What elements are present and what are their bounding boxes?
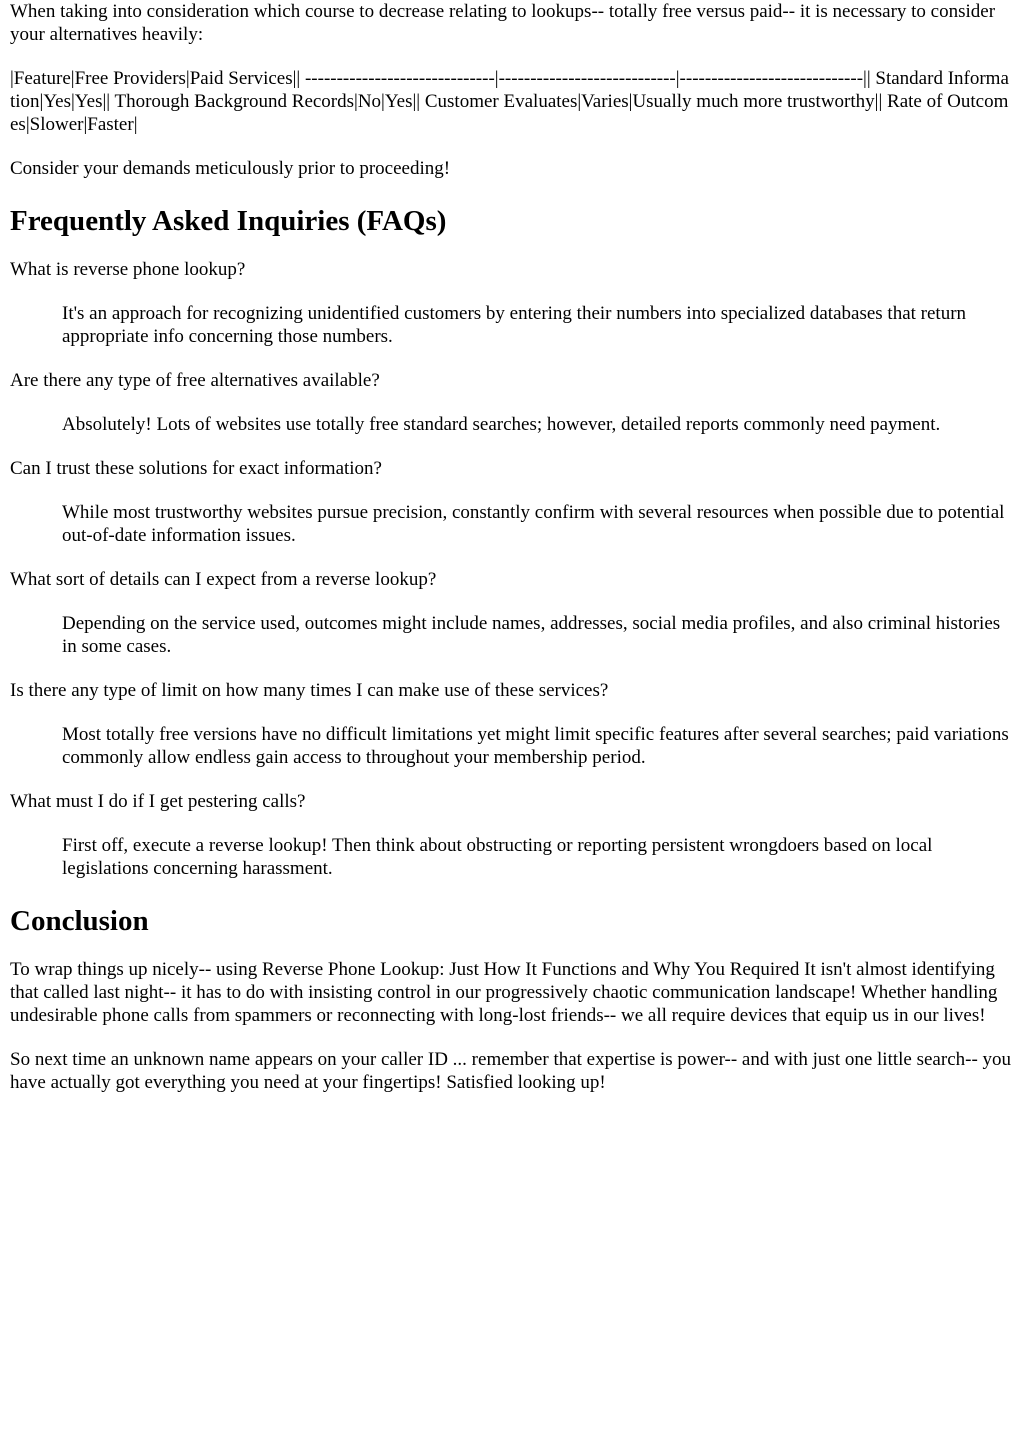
faq-question: Can I trust these solutions for exact information?	[10, 458, 382, 479]
intro-paragraph: When taking into consideration which course to decrease relating to lookups-- totally free versus paid-- it is necessary to consider your alternatives heavily:	[10, 1, 996, 45]
faq-heading: Frequently Asked Inquiries (FAQs)	[10, 205, 447, 237]
faq-question: What must I do if I get pestering calls?	[10, 791, 306, 812]
faq-question: Are there any type of free alternatives available?	[10, 370, 380, 391]
comparison-table-text: |Feature|Free Providers|Paid Services|| ------------------------------|----------------------------|-----------------------------|| Standard Information|Yes|Yes|| Thorough Background Records|No|Yes|| Customer Evaluates|Varies|Usually much more trustworthy|| Rate of Outcomes|Slower|Faster|	[10, 68, 1009, 135]
faq-answer: Depending on the service used, outcomes might include names, addresses, social media profiles, and also criminal histories in some cases.	[62, 613, 1001, 657]
faq-answer: Absolutely! Lots of websites use totally free standard searches; however, detailed reports commonly need payment.	[62, 414, 941, 435]
conclusion-paragraph-2: So next time an unknown name appears on your caller ID ... remember that expertise is power-- and with just one little search-- you have actually got everything you need at your fingertips! Satisfied looking up!	[10, 1049, 1012, 1093]
faq-answer: Most totally free versions have no difficult limitations yet might limit specific features after several searches; paid variations commonly allow endless gain access to throughout your membership period.	[62, 724, 1009, 768]
conclusion-paragraph-1: To wrap things up nicely-- using Reverse Phone Lookup: Just How It Functions and Why You Required It isn't almost identifying that called last night-- it has to do with insisting control in our progressively chaotic communication landscape! Whether handling undesirable phone calls from spammers or reconnecting with long-lost friends-- we all require devices that equip us in our lives!	[10, 959, 998, 1026]
faq-list	[10, 258, 1014, 880]
faq-answer: First off, execute a reverse lookup! Then think about obstructing or reporting persistent wrongdoers based on local legislations concerning harassment.	[62, 835, 933, 879]
faq-question: What sort of details can I expect from a reverse lookup?	[10, 569, 437, 590]
conclusion-heading: Conclusion	[10, 905, 149, 937]
faq-answer: While most trustworthy websites pursue precision, constantly confirm with several resources when possible due to potential out-of-date information issues.	[62, 502, 1005, 546]
consider-paragraph: Consider your demands meticulously prior to proceeding!	[10, 158, 451, 179]
faq-answer: It's an approach for recognizing unidentified customers by entering their numbers into specialized databases that return appropriate info concerning those numbers.	[62, 303, 967, 347]
faq-question: What is reverse phone lookup?	[10, 259, 246, 280]
faq-question: Is there any type of limit on how many times I can make use of these services?	[10, 680, 609, 701]
